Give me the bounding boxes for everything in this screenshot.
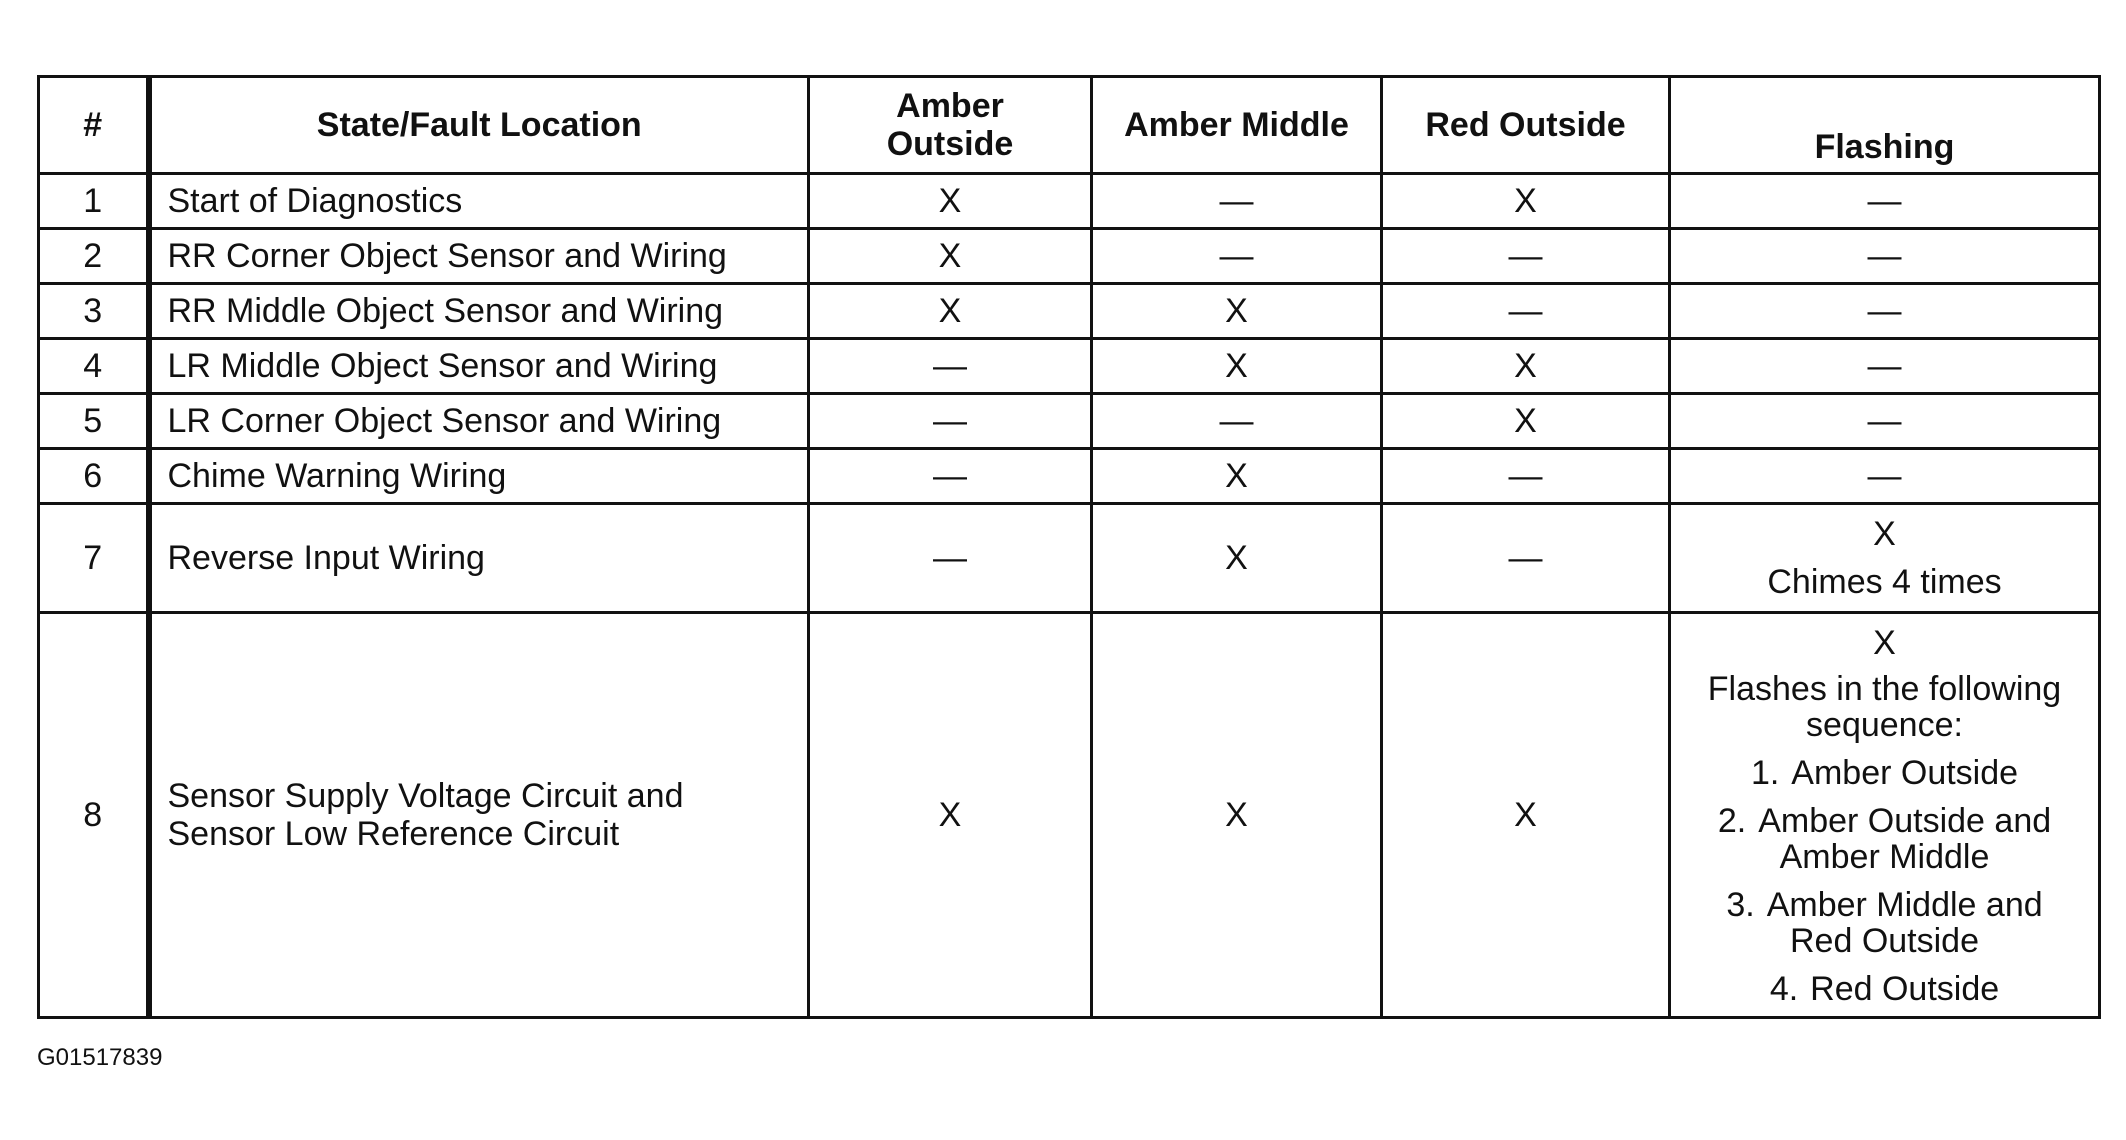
header-number: # — [39, 77, 149, 174]
cell-amber-outside: X — [809, 613, 1092, 1018]
row-location: Chime Warning Wiring — [149, 449, 809, 504]
cell-amber-outside: — — [809, 394, 1092, 449]
header-flashing: Flashing — [1670, 77, 2100, 174]
sequence-text: Red Outside — [1810, 970, 2000, 1008]
sequence-text: Amber Outside — [1791, 754, 2019, 792]
row-location: LR Corner Object Sensor and Wiring — [149, 394, 809, 449]
table-row — [39, 504, 2100, 613]
sequence-text: Amber Middle and Red Outside — [1766, 886, 2043, 960]
cell-red-outside: X — [1382, 174, 1670, 229]
row-number: 5 — [39, 394, 149, 449]
row-location: Reverse Input Wiring — [149, 504, 809, 613]
sequence-number: 2. — [1717, 802, 1747, 840]
row-number: 8 — [39, 613, 149, 1018]
cell-amber-outside: — — [809, 339, 1092, 394]
row-location: LR Middle Object Sensor and Wiring — [149, 339, 809, 394]
header-amber-outside — [809, 77, 1092, 174]
cell-amber-middle: X — [1092, 449, 1382, 504]
row-location: RR Corner Object Sensor and Wiring — [149, 229, 809, 284]
cell-amber-outside: — — [809, 504, 1092, 613]
sequence-item — [1671, 887, 2098, 959]
sequence-text: Amber Outside and Amber Middle — [1758, 802, 2052, 876]
cell-red-outside: — — [1382, 229, 1670, 284]
cell-flashing — [1670, 504, 2100, 613]
sequence-item — [1671, 755, 2098, 791]
cell-amber-outside: X — [809, 174, 1092, 229]
sequence-number: 3. — [1726, 886, 1755, 924]
sequence-number: 1. — [1750, 754, 1780, 792]
cell-amber-middle: — — [1092, 174, 1382, 229]
row-number: 3 — [39, 284, 149, 339]
cell-amber-outside: X — [809, 284, 1092, 339]
header-amber-outside-line-1: Amber — [896, 87, 1004, 125]
row-location: RR Middle Object Sensor and Wiring — [149, 284, 809, 339]
cell-red-outside: X — [1382, 613, 1670, 1018]
cell-flashing: — — [1670, 229, 2100, 284]
header-red-outside: Red Outside — [1382, 77, 1670, 174]
cell-amber-middle: X — [1092, 504, 1382, 613]
cell-red-outside: X — [1382, 339, 1670, 394]
diagnostic-table — [37, 75, 2101, 1019]
table-row — [39, 174, 2100, 229]
cell-red-outside: — — [1382, 504, 1670, 613]
cell-amber-middle: — — [1092, 229, 1382, 284]
row-number: 2 — [39, 229, 149, 284]
table-row — [39, 339, 2100, 394]
cell-red-outside: — — [1382, 284, 1670, 339]
cell-flashing: — — [1670, 339, 2100, 394]
flashing-note: Chimes 4 times — [1767, 563, 2002, 601]
figure-id: G01517839 — [37, 1044, 163, 1071]
row-number: 6 — [39, 449, 149, 504]
cell-flashing: — — [1670, 174, 2100, 229]
row-number: 7 — [39, 504, 149, 613]
table-row — [39, 229, 2100, 284]
table-row — [39, 394, 2100, 449]
cell-red-outside: — — [1382, 449, 1670, 504]
cell-flashing: — — [1670, 284, 2100, 339]
row-location-line-1: Sensor Supply Voltage Circuit and — [167, 777, 684, 815]
table-header-row — [39, 77, 2100, 174]
cell-flashing: — — [1670, 394, 2100, 449]
sequence-number: 4. — [1769, 970, 1799, 1008]
row-location-line-2: Sensor Low Reference Circuit — [167, 815, 620, 853]
header-amber-outside-line-2: Outside — [886, 125, 1014, 163]
cell-amber-middle: X — [1092, 613, 1382, 1018]
sequence-item — [1671, 971, 2098, 1007]
table-row — [39, 449, 2100, 504]
cell-amber-middle: — — [1092, 394, 1382, 449]
flashing-mark: X — [1873, 624, 1896, 662]
header-state-fault-location: State/Fault Location — [149, 77, 809, 174]
header-amber-middle: Amber Middle — [1092, 77, 1382, 174]
row-location: Start of Diagnostics — [149, 174, 809, 229]
flash-sequence-list — [1671, 755, 2098, 1007]
row-number: 1 — [39, 174, 149, 229]
cell-flashing — [1670, 613, 2100, 1018]
cell-amber-outside: X — [809, 229, 1092, 284]
flashing-intro: Flashes in the following sequence: — [1707, 670, 2062, 744]
row-location — [149, 613, 809, 1018]
cell-amber-outside: — — [809, 449, 1092, 504]
cell-flashing: — — [1670, 449, 2100, 504]
flashing-mark: X — [1873, 515, 1896, 553]
cell-red-outside: X — [1382, 394, 1670, 449]
cell-amber-middle: X — [1092, 339, 1382, 394]
table-row — [39, 284, 2100, 339]
row-number: 4 — [39, 339, 149, 394]
table-row — [39, 613, 2100, 1018]
sequence-item — [1671, 803, 2098, 875]
cell-amber-middle: X — [1092, 284, 1382, 339]
